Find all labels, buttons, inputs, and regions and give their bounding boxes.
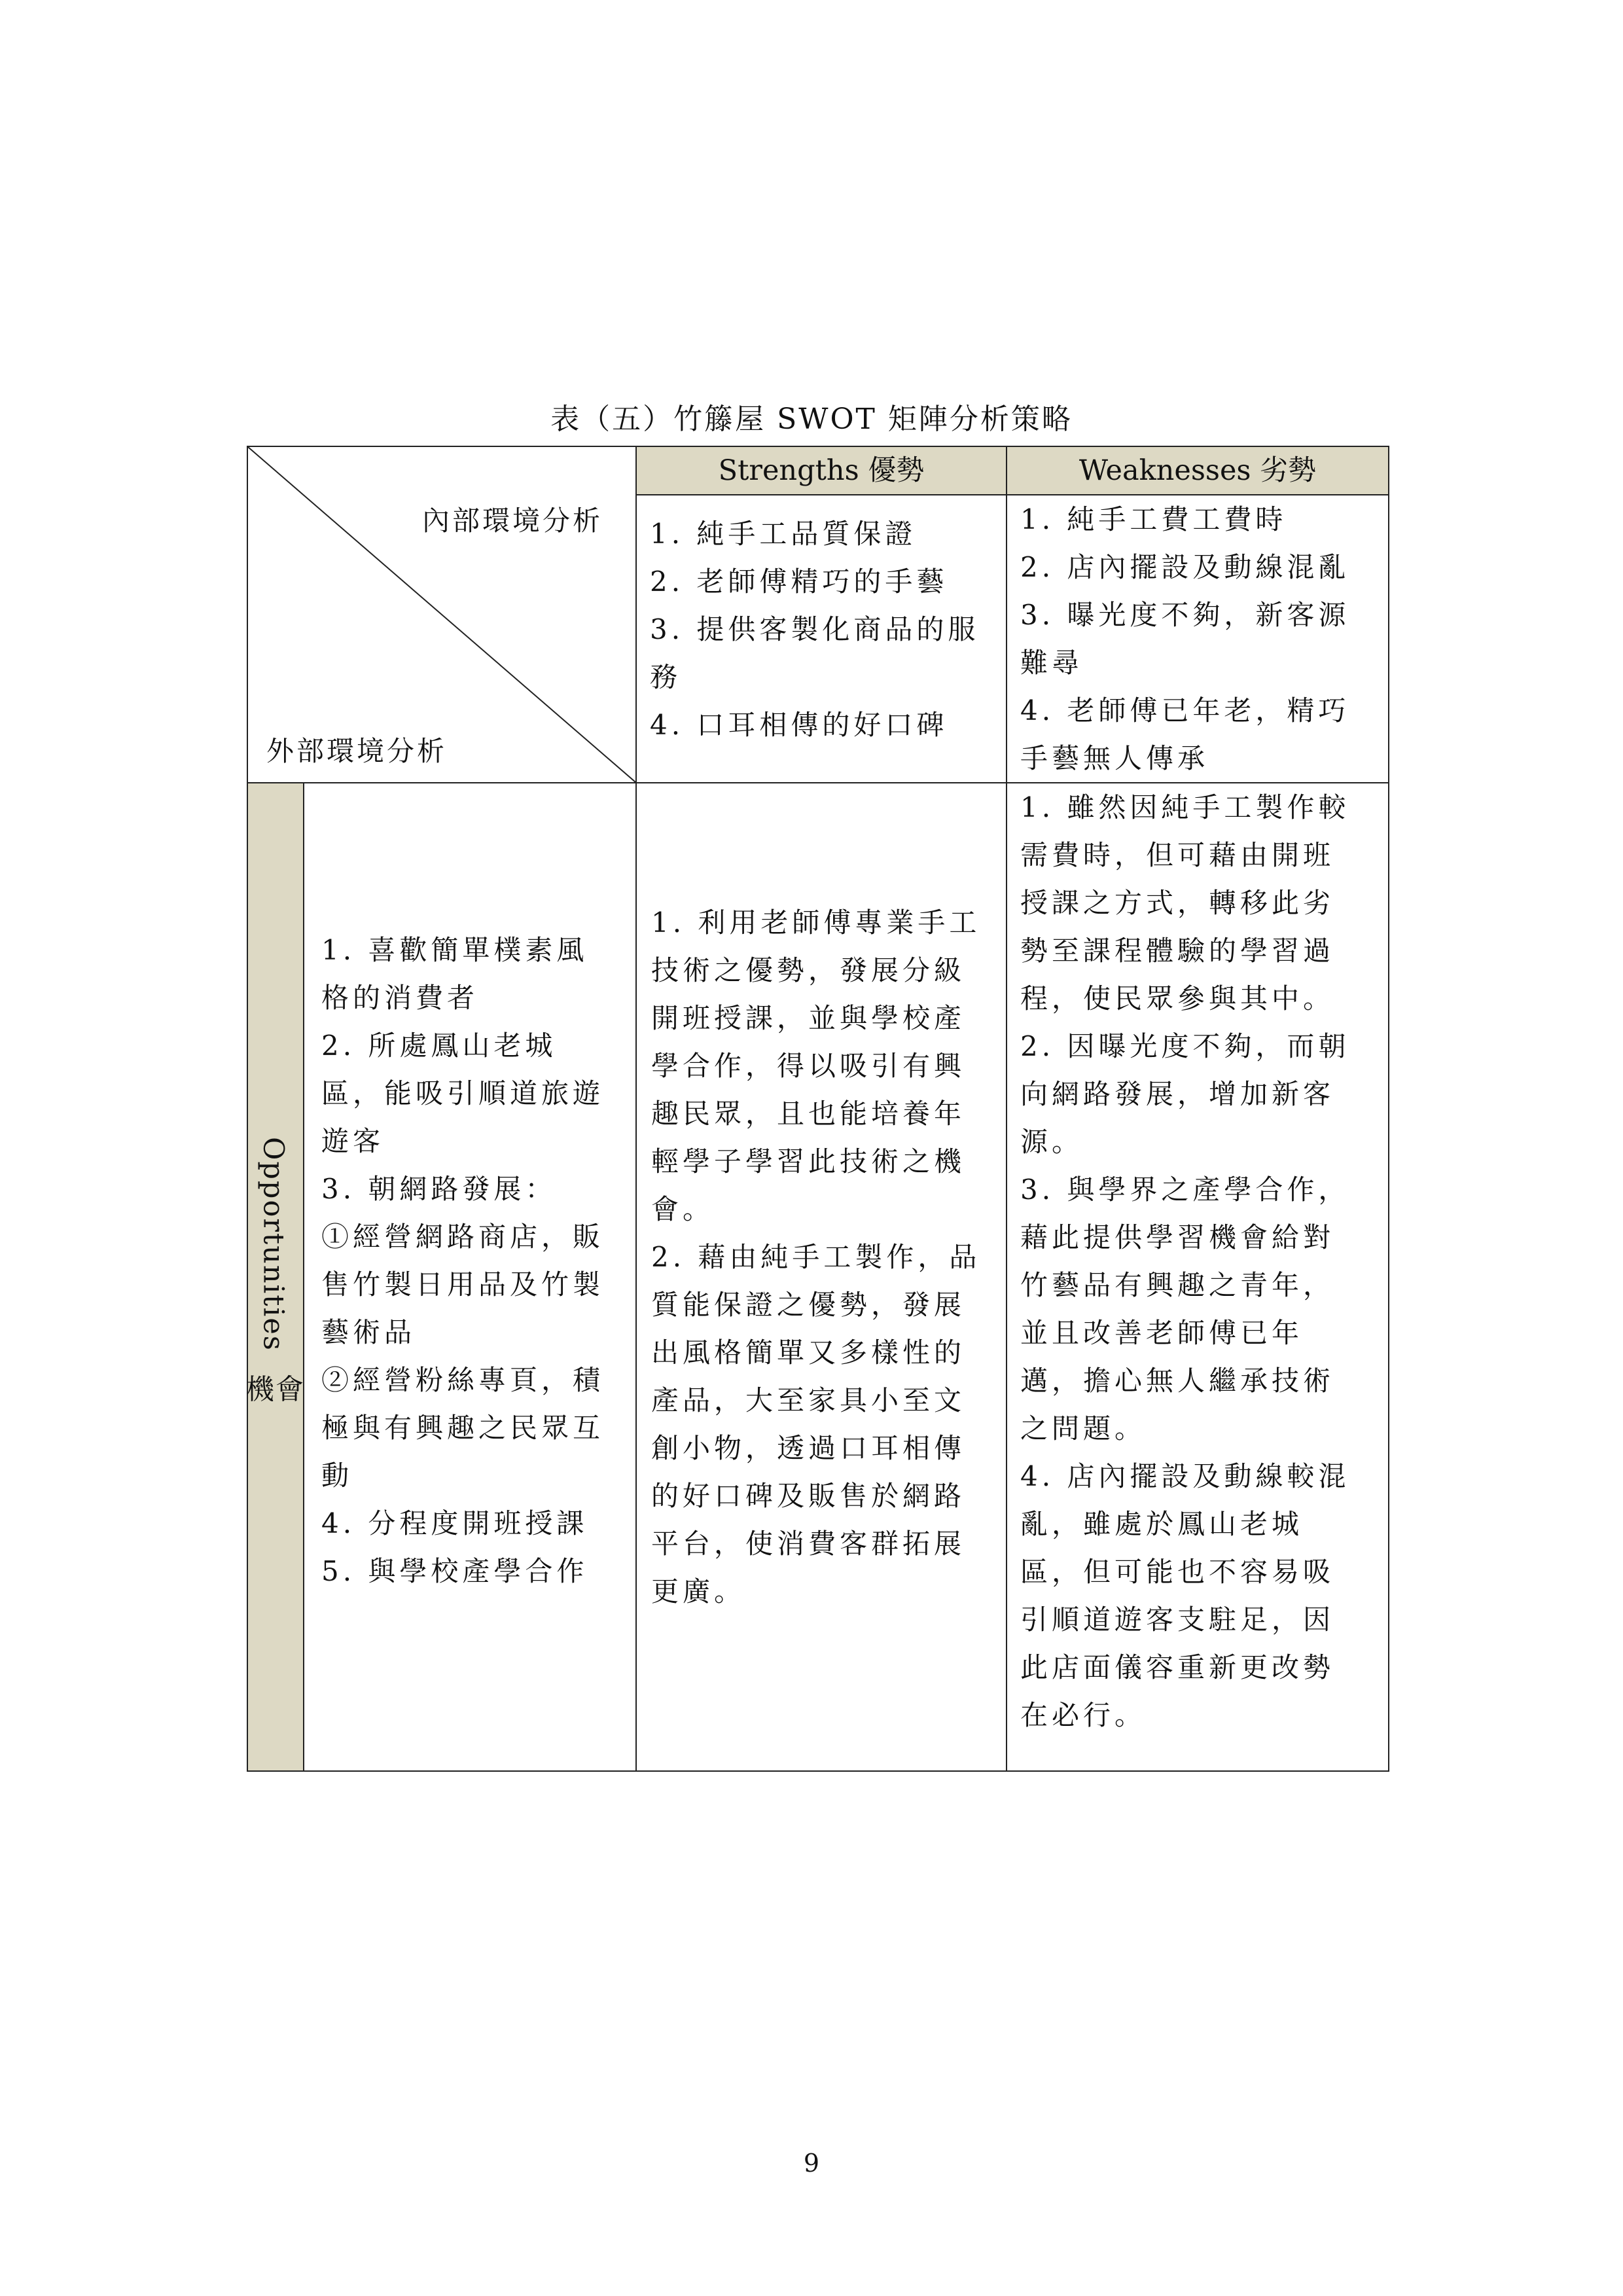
list-item: 亂，雖處於鳳山老城 bbox=[1020, 1508, 1304, 1540]
list-item: 需費時，但可藉由開班 bbox=[1020, 839, 1335, 871]
list-item: 勢至課程體驗的學習過 bbox=[1020, 935, 1335, 967]
external-analysis-label: 外部環境分析 bbox=[266, 735, 448, 767]
list-item: 1. 純手工品質保證 bbox=[650, 518, 917, 550]
list-item: 售竹製日用品及竹製 bbox=[321, 1268, 605, 1300]
list-item: 竹藝品有興趣之青年， bbox=[1020, 1269, 1335, 1301]
list-item: 此店面儀容重新更改勢 bbox=[1020, 1651, 1335, 1683]
list-item: 動 bbox=[321, 1460, 353, 1492]
swot-matrix-table bbox=[247, 446, 1389, 1772]
wo-strategy-cell bbox=[1007, 783, 1389, 1771]
list-item: 2. 藉由純手工製作，品 bbox=[651, 1241, 981, 1273]
list-item: 極與有興趣之民眾互 bbox=[321, 1412, 605, 1444]
opportunities-side-label bbox=[247, 783, 304, 1771]
corner-cell bbox=[247, 446, 636, 783]
list-item: 5. 與學校產學合作 bbox=[321, 1555, 588, 1587]
list-item: 藉此提供學習機會給對 bbox=[1020, 1221, 1335, 1253]
list-item: 並且改善老師傅已年 bbox=[1020, 1317, 1304, 1349]
list-item: 創小物，透過口耳相傳 bbox=[651, 1432, 966, 1464]
list-item: 授課之方式，轉移此劣 bbox=[1020, 887, 1335, 919]
list-item: 技術之優勢，發展分級 bbox=[651, 954, 966, 986]
list-item: 手藝無人傳承 bbox=[1020, 742, 1209, 774]
list-item: 4. 分程度開班授課 bbox=[321, 1507, 588, 1539]
list-item: 源。 bbox=[1020, 1126, 1084, 1158]
list-item: 1. 純手工費工費時 bbox=[1020, 503, 1287, 535]
list-item: 向網路發展，增加新客 bbox=[1020, 1078, 1335, 1110]
list-item: 1. 雖然因純手工製作較 bbox=[1020, 791, 1350, 823]
weaknesses-header: Weaknesses 劣勢 bbox=[1007, 446, 1389, 495]
list-item: 2. 店內擺設及動線混亂 bbox=[1020, 551, 1350, 583]
list-item: 3. 朝網路發展： bbox=[321, 1173, 557, 1205]
internal-analysis-label: 內部環境分析 bbox=[421, 505, 603, 537]
list-item: 2. 所處鳳山老城 bbox=[321, 1030, 557, 1062]
list-item: 區，但可能也不容易吸 bbox=[1020, 1556, 1335, 1588]
list-item: 之問題。 bbox=[1020, 1412, 1147, 1444]
header-row bbox=[247, 446, 1389, 495]
opportunities-row bbox=[247, 783, 1389, 1771]
opportunities-label-latin: Opportunities bbox=[257, 1137, 290, 1352]
list-item: 區，能吸引順道旅遊 bbox=[321, 1077, 605, 1109]
list-item: 邁，擔心無人繼承技術 bbox=[1020, 1365, 1335, 1397]
list-item: 平台，使消費客群拓展 bbox=[651, 1528, 966, 1560]
list-item: 3. 提供客製化商品的服 bbox=[650, 613, 980, 645]
list-item: 難尋 bbox=[1020, 647, 1084, 679]
list-item: 學合作，得以吸引有興 bbox=[651, 1050, 966, 1082]
list-item: 2. 因曝光度不夠，而朝 bbox=[1020, 1030, 1350, 1062]
list-item: ②經營粉絲專頁，積 bbox=[321, 1364, 605, 1396]
strengths-list bbox=[636, 495, 1007, 783]
list-item: 2. 老師傅精巧的手藝 bbox=[650, 565, 948, 598]
strengths-header: Strengths 優勢 bbox=[636, 446, 1007, 495]
list-item: 4. 口耳相傳的好口碑 bbox=[650, 709, 948, 741]
list-item: 4. 店內擺設及動線較混 bbox=[1020, 1460, 1350, 1492]
page-number: 9 bbox=[803, 2149, 820, 2178]
list-item: 藝術品 bbox=[321, 1316, 416, 1348]
list-item: 格的消費者 bbox=[321, 982, 479, 1014]
list-item: 會。 bbox=[651, 1193, 715, 1225]
weaknesses-list bbox=[1007, 495, 1389, 783]
list-item: 開班授課，並與學校產 bbox=[651, 1002, 966, 1034]
list-item: 趣民眾，且也能培養年 bbox=[651, 1098, 966, 1130]
table-caption: 表（五）竹籐屋 SWOT 矩陣分析策略 bbox=[550, 403, 1073, 436]
list-item: 產品，大至家具小至文 bbox=[651, 1384, 966, 1416]
opportunities-label bbox=[246, 1137, 305, 1417]
list-item: 更廣。 bbox=[651, 1575, 746, 1607]
list-item: 1. 利用老師傅專業手工 bbox=[651, 906, 981, 939]
list-item: ①經營網路商店，販 bbox=[321, 1221, 605, 1253]
list-item: 引順道遊客支駐足，因 bbox=[1020, 1604, 1335, 1636]
list-item: 遊客 bbox=[321, 1125, 385, 1157]
so-strategy-cell bbox=[636, 783, 1007, 1771]
list-item: 的好口碑及販售於網路 bbox=[651, 1480, 966, 1512]
list-item: 3. 與學界之產學合作， bbox=[1020, 1174, 1350, 1206]
list-item: 輕學子學習此技術之機 bbox=[651, 1145, 966, 1177]
list-item: 質能保證之優勢，發展 bbox=[651, 1289, 966, 1321]
list-item: 1. 喜歡簡單樸素風 bbox=[321, 934, 588, 966]
list-item: 程，使民眾參與其中。 bbox=[1020, 982, 1335, 1014]
list-item: 務 bbox=[650, 661, 682, 693]
opportunities-list bbox=[304, 783, 636, 1771]
list-item: 4. 老師傅已年老，精巧 bbox=[1020, 694, 1350, 726]
list-item: 在必行。 bbox=[1020, 1699, 1147, 1731]
list-item: 出風格簡單又多樣性的 bbox=[651, 1336, 966, 1369]
list-item: 3. 曝光度不夠，新客源 bbox=[1020, 599, 1350, 631]
opportunities-label-cjk: 機會 bbox=[246, 1373, 305, 1407]
